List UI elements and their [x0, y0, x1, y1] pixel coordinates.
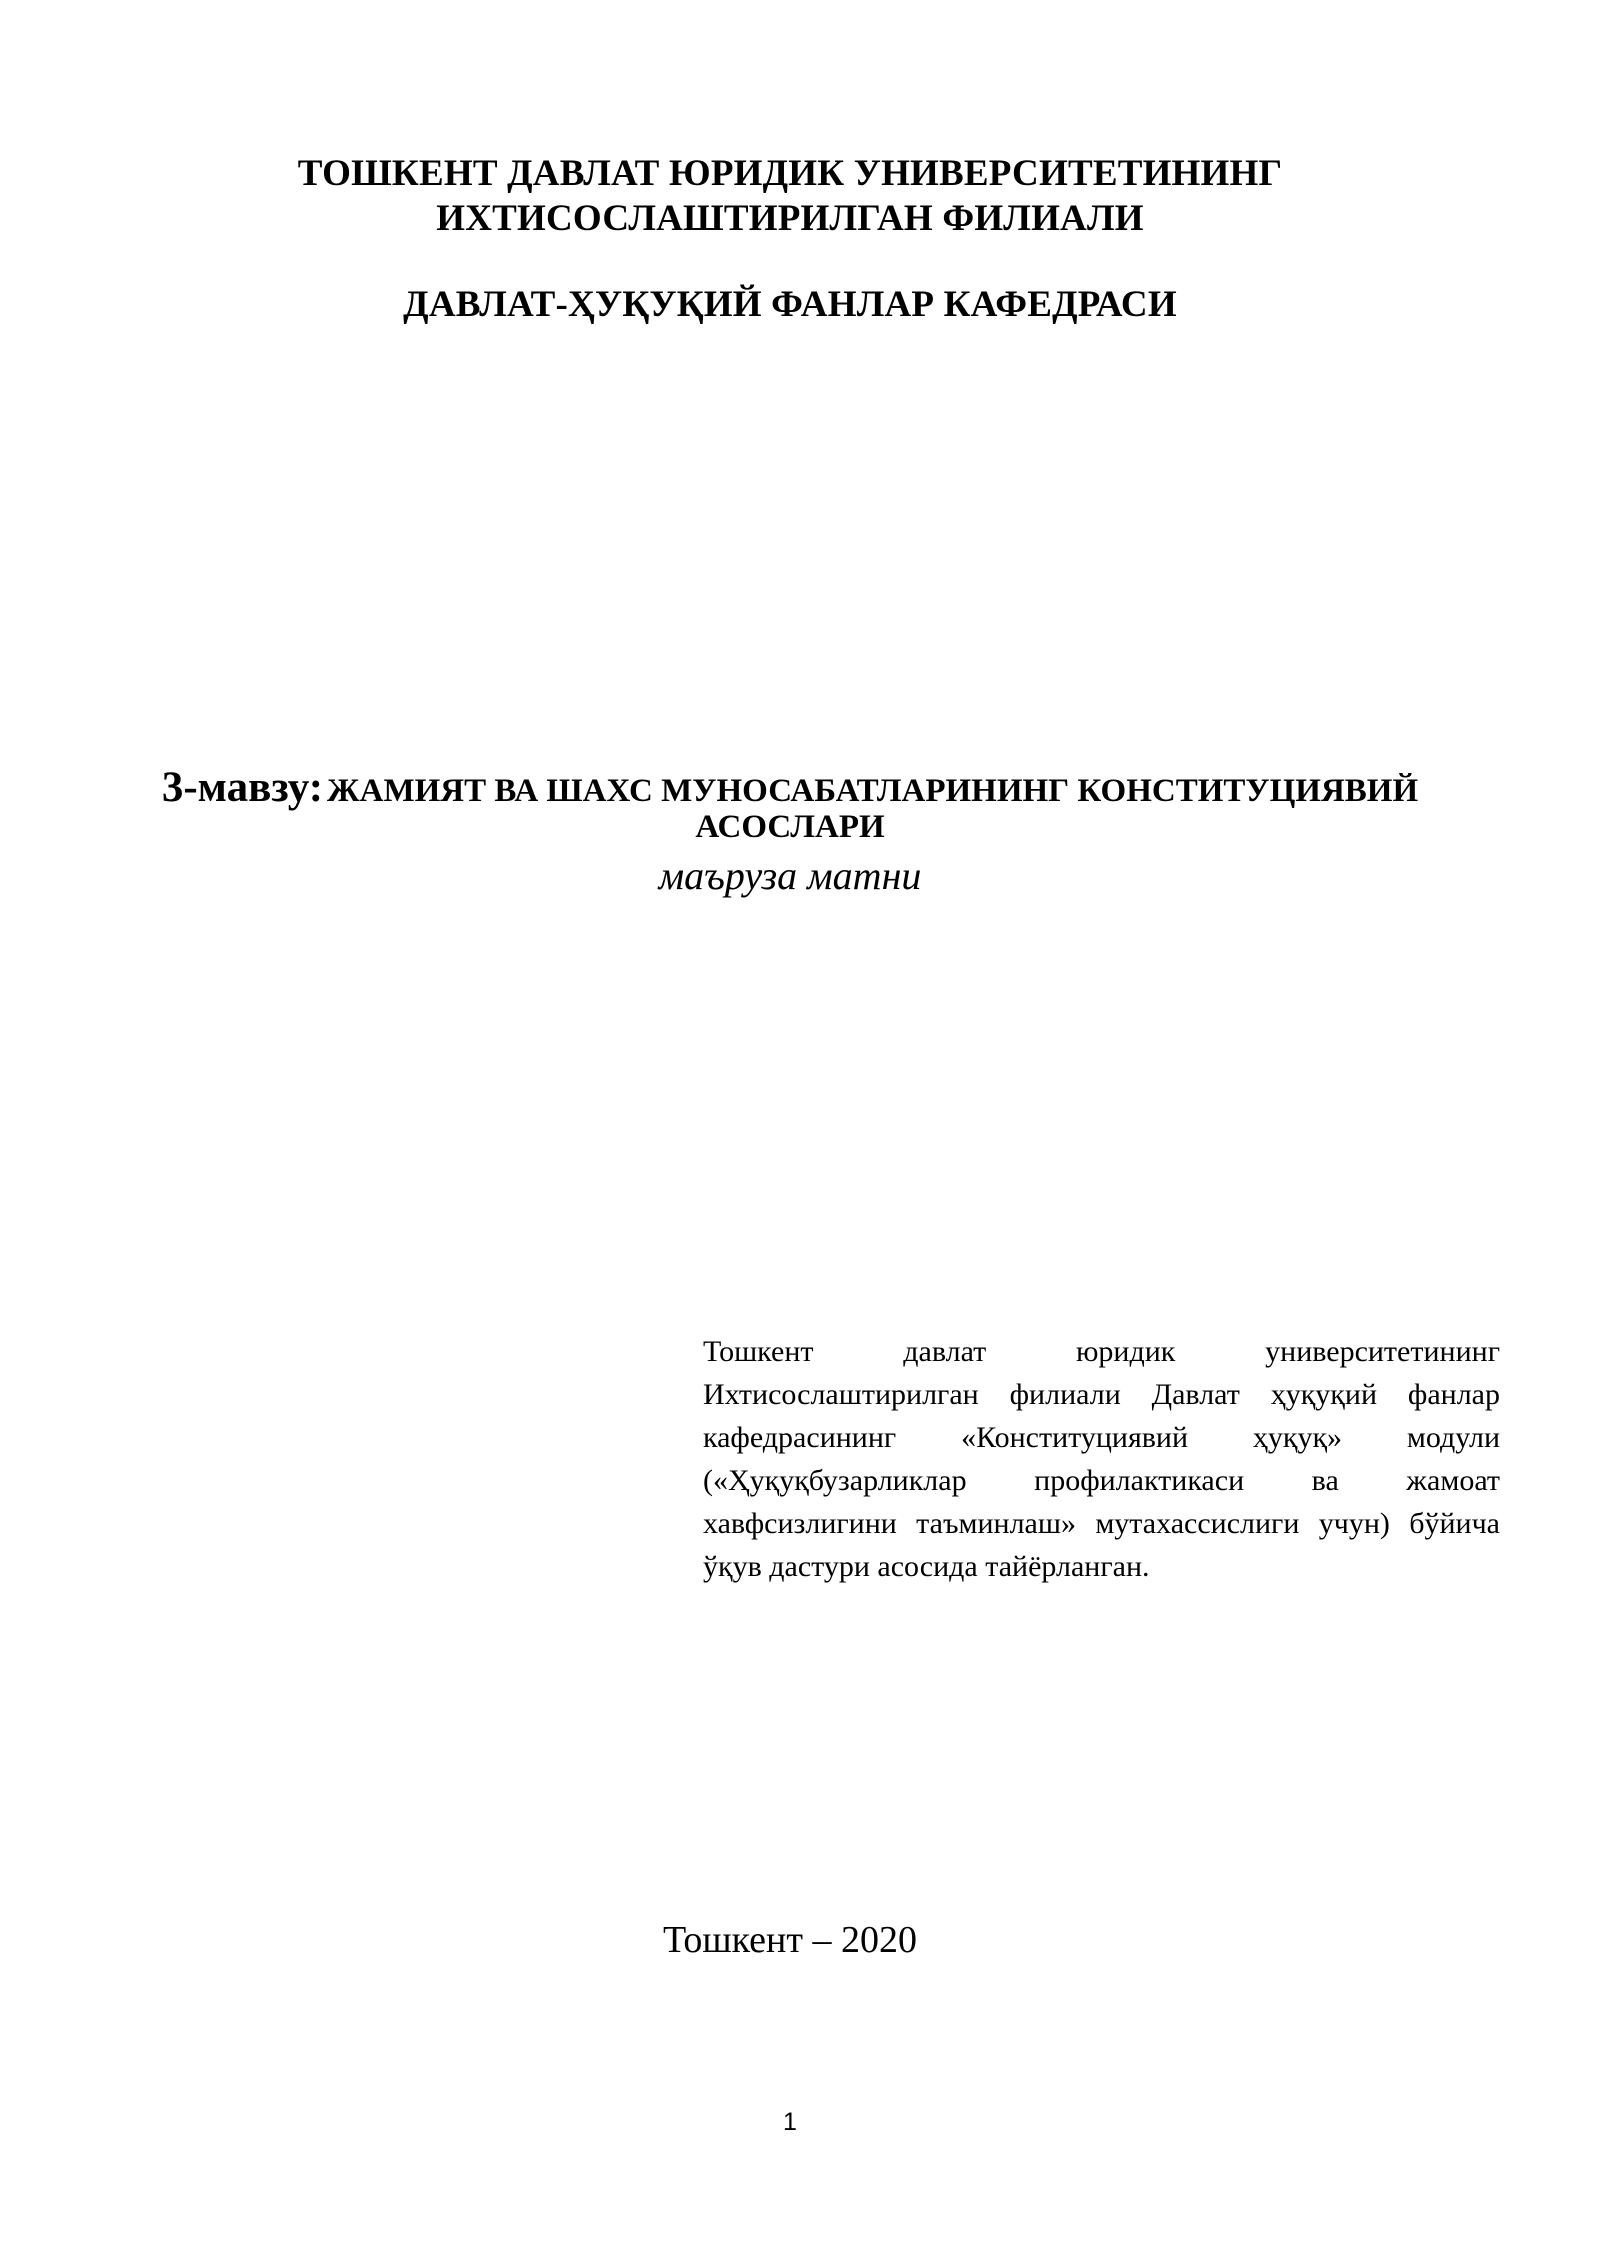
- institution-line-2: ИХТИСОСЛАШТИРИЛГАН ФИЛИАЛИ: [436, 198, 1144, 239]
- topic-title-line-2: АСОСЛАРИ: [695, 809, 885, 845]
- topic-title-line-1: ЖАМИЯТ ВА ШАХС МУНОСАБАТЛАРИНИНГ КОНСТИТУЦИЯВИЙ: [327, 773, 1419, 809]
- description-paragraph: Тошкент давлат юридик университетининг Ихтисослаштирилган филиали Давлат ҳуқуқий фанлар кафедрасининг «Конституциявий ҳуқуқ» модули («Ҳуқуқбузарликлар профилактикаси ва жамоат хавфсизлигини таъминлаш» мутахассислиги учун) бўйича ўқув дастури асосида тайёрланган.: [703, 1335, 1500, 1583]
- topic-heading: [0, 763, 1590, 812]
- city-year: Тошкент – 2020: [663, 1919, 917, 1961]
- institution-line-1: ТОШКЕНТ ДАВЛАТ ЮРИДИК УНИВЕРСИТЕТИНИНГ: [297, 153, 1283, 194]
- topic-prefix: 3-мавзу:: [161, 764, 324, 811]
- page-number: 1: [783, 2108, 797, 2136]
- department-title: ДАВЛАТ-ҲУҚУҚИЙ ФАНЛАР КАФЕДРАСИ: [403, 284, 1177, 325]
- topic-subtitle: маъруза матни: [658, 853, 922, 898]
